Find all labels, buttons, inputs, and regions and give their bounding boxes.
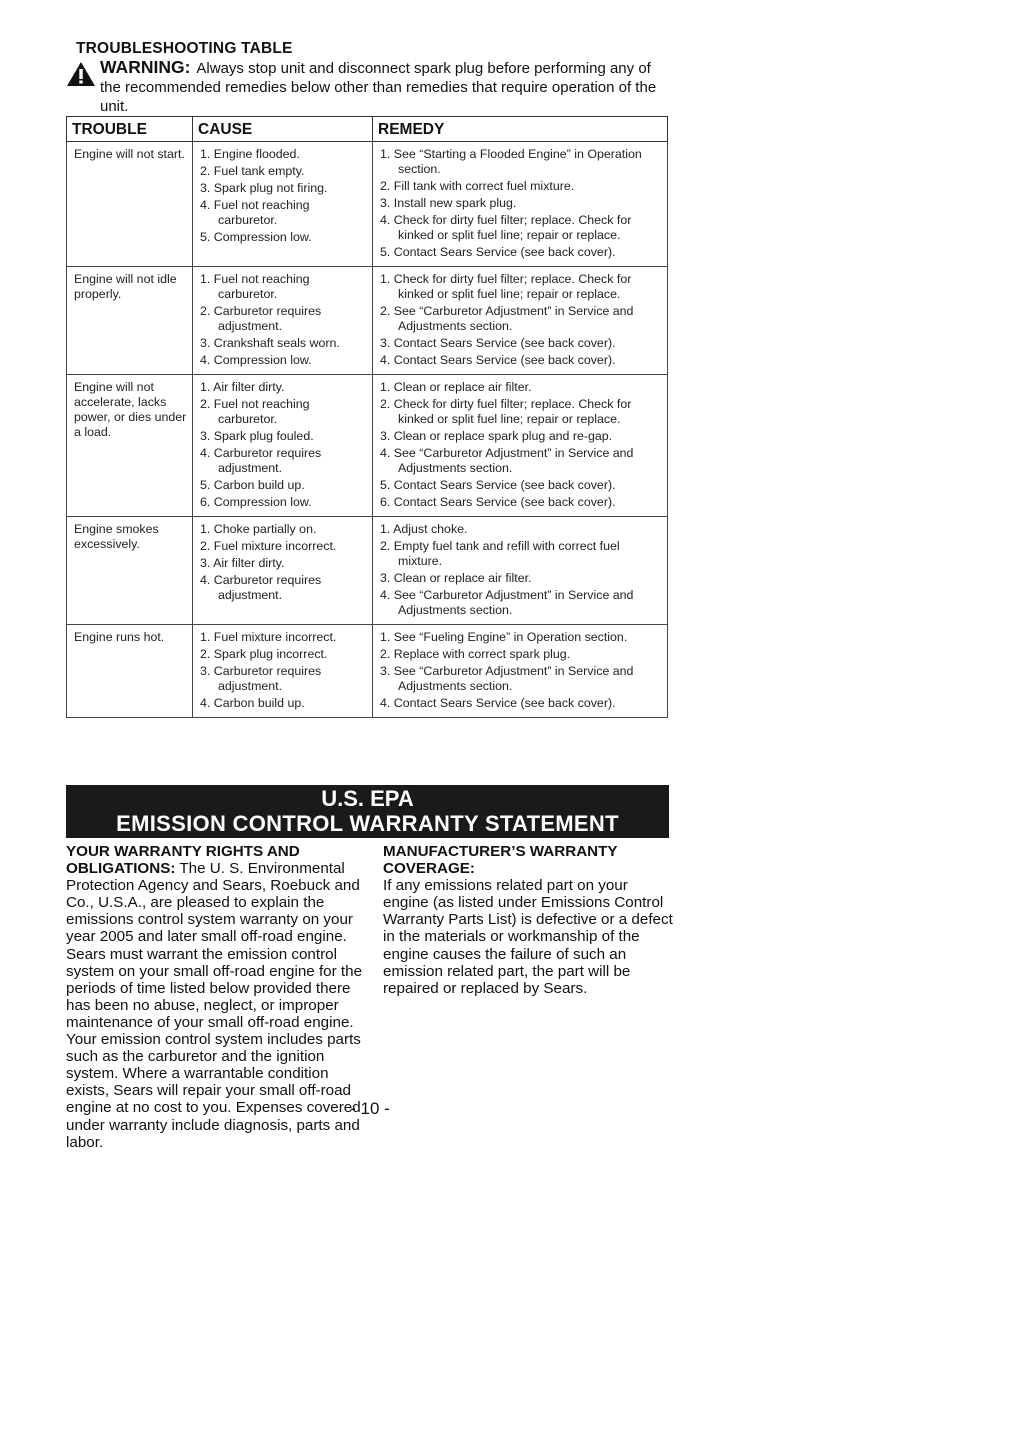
header-cause: CAUSE (193, 117, 373, 142)
remedy-cell (373, 142, 668, 267)
warning-text: Always stop unit and disconnect spark plug before performing any of the recommended remedies below other than remedies that require operation of the unit. (100, 60, 657, 115)
remedy-item: 1. See “Starting a Flooded Engine” in Operation section. (380, 147, 642, 176)
cause-item: 2. Fuel not reaching carburetor. (200, 397, 310, 426)
cause-cell (193, 375, 373, 517)
cause-item: 4. Carburetor requires adjustment. (200, 573, 322, 602)
table-row (67, 625, 668, 718)
trouble-text: Engine will not start. (74, 147, 185, 161)
cause-item: 1. Fuel not reaching carburetor. (200, 272, 310, 301)
cause-item: 3. Spark plug not firing. (200, 181, 328, 195)
cause-item: 3. Crankshaft seals worn. (200, 336, 340, 350)
banner-line-1: U.S. EPA (321, 786, 414, 811)
trouble-text: Engine will not idle properly. (74, 272, 177, 301)
cause-item: 3. Carburetor requires adjustment. (200, 664, 322, 693)
cause-item: 1. Fuel mixture incorrect. (200, 630, 337, 644)
table-header-row (67, 117, 668, 142)
remedy-item: 2. Replace with correct spark plug. (380, 647, 571, 661)
cause-item: 4. Fuel not reaching carburetor. (200, 198, 310, 227)
cause-item: 1. Engine flooded. (200, 147, 300, 161)
cause-item: 4. Compression low. (200, 353, 312, 367)
remedy-cell (373, 625, 668, 718)
cause-item: 3. Air filter dirty. (200, 556, 285, 570)
warning-label: WARNING: (100, 57, 191, 77)
remedy-item: 3. Clean or replace air filter. (380, 571, 532, 585)
cause-item: 6. Compression low. (200, 495, 312, 509)
trouble-cell (67, 375, 193, 517)
remedy-item: 1. See “Fueling Engine” in Operation section. (380, 630, 628, 644)
remedy-item: 4. Check for dirty fuel filter; replace. Check for kinked or split fuel line; repair or replace. (380, 213, 632, 242)
page-number: - 10 - (350, 1099, 390, 1118)
remedy-item: 5. Contact Sears Service (see back cover). (380, 478, 616, 492)
remedy-item: 1. Clean or replace air filter. (380, 380, 532, 394)
remedy-item: 2. See “Carburetor Adjustment” in Service and Adjustments section. (380, 304, 634, 333)
warranty-rights-text: The U. S. Environmental Protection Agency and Sears, Roebuck and Co., U.S.A., are pleased to explain the emissions control system warranty on your year 2005 and later small off-road engine. Sears must warrant the emission control system on your small off-road engine for the periods of time listed below provided there has been no abuse, neglect, or improper maintenance of your small off-road engine. Your emission control system includes parts such as the carburetor and the ignition system. Where a warrantable condition exists, Sears will repair your small off-road engine at no cost to you. Expenses covered under warranty include diagnosis, parts and labor. (66, 860, 363, 1151)
remedy-item: 4. Contact Sears Service (see back cover). (380, 353, 616, 367)
table-row (67, 267, 668, 375)
table-row (67, 375, 668, 517)
cause-item: 2. Fuel mixture incorrect. (200, 539, 337, 553)
header-remedy: REMEDY (373, 117, 668, 142)
cause-item: 2. Fuel tank empty. (200, 164, 305, 178)
remedy-item: 4. Contact Sears Service (see back cover). (380, 696, 616, 710)
remedy-item: 3. Contact Sears Service (see back cover). (380, 336, 616, 350)
remedy-item: 4. See “Carburetor Adjustment” in Service and Adjustments section. (380, 446, 634, 475)
troubleshooting-table (66, 116, 668, 718)
cause-item: 4. Carburetor requires adjustment. (200, 446, 322, 475)
table-row (67, 142, 668, 267)
cause-item: 5. Compression low. (200, 230, 312, 244)
cause-cell (193, 625, 373, 718)
remedy-item: 2. Empty fuel tank and refill with correct fuel mixture. (380, 539, 620, 568)
remedy-item: 2. Check for dirty fuel filter; replace. Check for kinked or split fuel line; repair or replace. (380, 397, 632, 426)
cause-item: 1. Choke partially on. (200, 522, 317, 536)
section-heading: TROUBLESHOOTING TABLE (76, 40, 293, 57)
trouble-cell (67, 267, 193, 375)
remedy-cell (373, 517, 668, 625)
remedy-cell (373, 375, 668, 517)
remedy-item: 5. Contact Sears Service (see back cover). (380, 245, 616, 259)
epa-banner (66, 785, 669, 838)
trouble-cell (67, 517, 193, 625)
cause-item: 2. Spark plug incorrect. (200, 647, 328, 661)
cause-cell (193, 517, 373, 625)
cause-item: 5. Carbon build up. (200, 478, 305, 492)
trouble-cell (67, 625, 193, 718)
remedy-item: 3. See “Carburetor Adjustment” in Service and Adjustments section. (380, 664, 634, 693)
manufacturer-warranty-title: MANUFACTURER’S WARRANTY COVERAGE: (383, 843, 618, 878)
trouble-cell (67, 142, 193, 267)
header-trouble: TROUBLE (67, 117, 193, 142)
cause-item: 3. Spark plug fouled. (200, 429, 314, 443)
trouble-text: Engine runs hot. (74, 630, 165, 644)
trouble-text: Engine will not accelerate, lacks power, or dies under a load. (74, 380, 187, 439)
table-body (67, 142, 668, 718)
remedy-cell (373, 267, 668, 375)
cause-cell (193, 267, 373, 375)
cause-item: 1. Air filter dirty. (200, 380, 285, 394)
warning-notice (100, 58, 660, 116)
remedy-item: 2. Fill tank with correct fuel mixture. (380, 179, 575, 193)
cause-item: 4. Carbon build up. (200, 696, 305, 710)
manufacturer-warranty-text: If any emissions related part on your engine (as listed under Emissions Control Warranty Parts List) is defective or a defect in the materials or workmanship of the engine causes the failure of such an emission related part, the part will be repaired or replaced by Sears. (383, 877, 673, 997)
cause-item: 2. Carburetor requires adjustment. (200, 304, 322, 333)
remedy-item: 1. Adjust choke. (380, 522, 468, 536)
remedy-item: 6. Contact Sears Service (see back cover). (380, 495, 616, 509)
trouble-text: Engine smokes excessively. (74, 522, 159, 551)
warning-triangle-icon (66, 61, 96, 87)
warranty-rights-title: YOUR WARRANTY RIGHTS AND OBLIGATIONS: (66, 843, 300, 878)
remedy-item: 4. See “Carburetor Adjustment” in Service and Adjustments section. (380, 588, 634, 617)
banner-line-2: EMISSION CONTROL WARRANTY STATEMENT (116, 811, 619, 836)
table-row (67, 517, 668, 625)
remedy-item: 1. Check for dirty fuel filter; replace. Check for kinked or split fuel line; repair or replace. (380, 272, 632, 301)
remedy-item: 3. Install new spark plug. (380, 196, 517, 210)
warranty-rights-column (66, 843, 366, 1151)
remedy-item: 3. Clean or replace spark plug and re-gap. (380, 429, 613, 443)
cause-cell (193, 142, 373, 267)
manufacturer-warranty-column (383, 843, 675, 997)
